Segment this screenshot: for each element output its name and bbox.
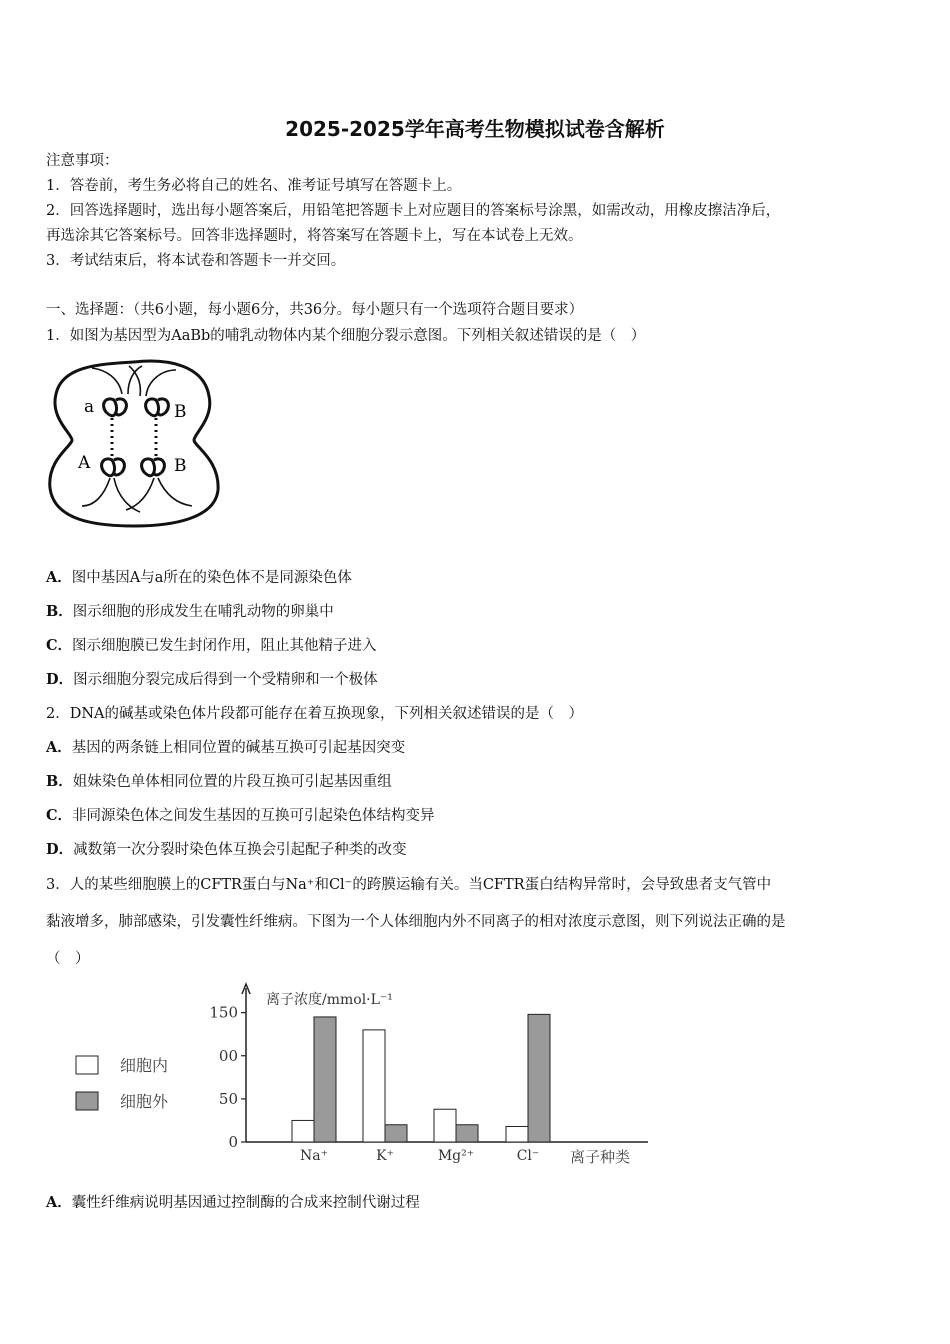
y-tick-label: 150 xyxy=(209,1003,238,1022)
notice-item-2: 2．回答选择题时，选出每小题答案后，用铅笔把答题卡上对应题目的答案标号涂黑，如需改动，用橡皮擦洁净后， xyxy=(46,203,781,219)
legend-swatch xyxy=(76,1092,98,1110)
gene-label-B-bottom: B xyxy=(174,456,187,476)
spindle-bottom xyxy=(82,478,192,512)
chromosome-B-top xyxy=(146,399,169,416)
bar-inside xyxy=(506,1126,528,1142)
bar-inside xyxy=(292,1120,314,1142)
q2-option-d: D．减数第一次分裂时染色体互换会引起配子种类的改变 xyxy=(46,841,407,858)
q1-option-d: D．图示细胞分裂完成后得到一个受精卵和一个极体 xyxy=(46,671,378,688)
chromosome-a xyxy=(104,399,127,416)
legend-label: 细胞内 xyxy=(120,1056,169,1075)
y-ticks xyxy=(209,1004,246,1151)
chromosome-B-bottom xyxy=(142,459,165,476)
page-title: 2025-2025学年高考生物模拟试卷含解析 xyxy=(285,117,665,141)
notice-item-1: 1．答卷前，考生务必将自己的姓名、准考证号填写在答题卡上。 xyxy=(46,178,462,194)
x-tick-label: K⁺ xyxy=(376,1148,394,1164)
gene-label-A: A xyxy=(78,453,91,473)
q1-option-c: C．图示细胞膜已发生封闭作用，阻止其他精子进入 xyxy=(46,637,377,654)
notice-item-3: 3．考试结束后，将本试卷和答题卡一并交回。 xyxy=(46,253,346,269)
y-tick-label: 00 xyxy=(218,1046,238,1065)
q3-option-a: A．囊性纤维病说明基因通过控制酶的合成来控制代谢过程 xyxy=(46,1194,420,1211)
y-axis-label: 离子浓度/mmol·L⁻¹ xyxy=(266,992,393,1008)
gene-label-a: a xyxy=(84,397,95,417)
legend-swatch xyxy=(76,1056,98,1074)
q1-stem: 1．如图为基因型为AaBb的哺乳动物体内某个细胞分裂示意图。下列相关叙述错误的是（ ） xyxy=(46,328,646,344)
cell-division-figure xyxy=(44,356,224,531)
y-tick-label: 50 xyxy=(218,1089,238,1108)
bar-outside xyxy=(456,1125,478,1142)
notice-item-2-cont: 再选涂其它答案标号。回答非选择题时，将答案写在答题卡上，写在本试卷上无效。 xyxy=(46,228,583,244)
q3-stem-line-1: 3．人的某些细胞膜上的CFTR蛋白与Na⁺和Cl⁻的跨膜运输有关。当CFTR蛋白结构异常时，会导致患者支气管中 xyxy=(46,877,772,893)
q2-option-b: B．姐妹染色单体相同位置的片段互换可引起基因重组 xyxy=(46,773,392,790)
q1-option-a: A．图中基因A与a所在的染色体不是同源染色体 xyxy=(46,569,352,586)
x-tick-label: Na⁺ xyxy=(300,1148,328,1164)
q3-stem-line-3: （ ） xyxy=(46,951,90,967)
bar-inside xyxy=(363,1030,385,1142)
section-heading: 一、选择题：（共6小题，每小题6分，共36分。每小题只有一个选项符合题目要求） xyxy=(46,302,584,318)
bars xyxy=(292,1014,550,1142)
ion-concentration-chart xyxy=(60,978,660,1173)
chart-legend xyxy=(76,1056,169,1111)
chromosome-A xyxy=(102,459,125,476)
gene-label-B-top: B xyxy=(174,402,187,422)
x-tick-label: Mg²⁺ xyxy=(437,1148,475,1164)
spindle-top xyxy=(92,366,176,396)
x-tick-label: Cl⁻ xyxy=(516,1148,540,1164)
q2-option-a: A．基因的两条链上相同位置的碱基互换可引起基因突变 xyxy=(46,739,406,756)
q1-option-b: B．图示细胞的形成发生在哺乳动物的卵巢中 xyxy=(46,603,334,620)
bar-outside xyxy=(385,1125,407,1142)
x-tick-labels xyxy=(300,1148,539,1164)
bar-outside xyxy=(528,1014,550,1142)
legend-label: 细胞外 xyxy=(120,1092,169,1111)
y-tick-label: 0 xyxy=(228,1133,238,1151)
cell-membrane xyxy=(50,361,218,526)
bar-outside xyxy=(314,1017,336,1142)
q2-option-c: C．非同源染色体之间发生基因的互换可引起染色体结构变异 xyxy=(46,807,435,824)
bar-inside xyxy=(434,1109,456,1142)
x-axis-label: 离子种类 xyxy=(570,1148,631,1166)
q2-stem: 2．DNA的碱基或染色体片段都可能存在着互换现象，下列相关叙述错误的是（ ） xyxy=(46,706,584,722)
notice-heading: 注意事项： xyxy=(46,153,119,169)
q3-stem-line-2: 黏液增多，肺部感染，引发囊性纤维病。下图为一个人体细胞内外不同离子的相对浓度示意图，则下列说法正确的是 xyxy=(46,914,786,930)
